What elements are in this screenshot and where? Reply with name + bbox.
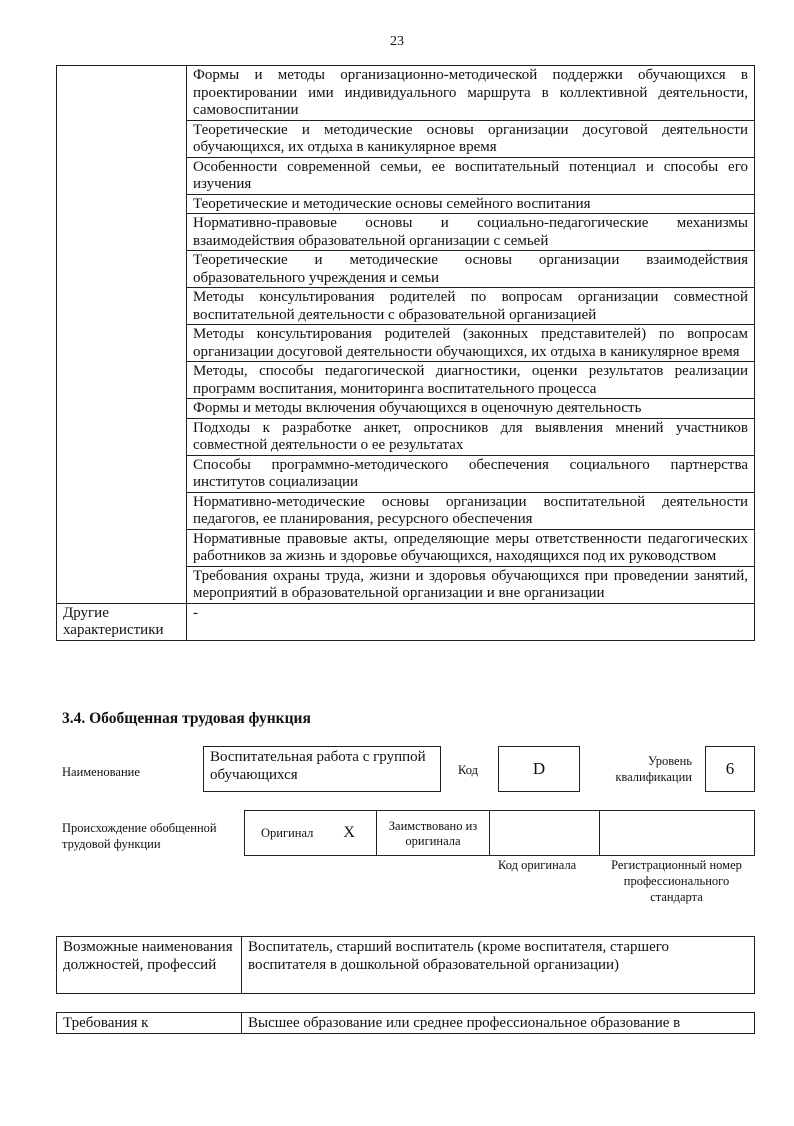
requirements-row bbox=[57, 1013, 755, 1034]
requirements-value: Высшее образование или среднее профессиональное образование в bbox=[242, 1013, 755, 1034]
positions-row bbox=[57, 937, 755, 994]
knowledge-item: Нормативно-методические основы организации воспитательной деятельности педагогов, ее планирования, ресурсного обеспечения bbox=[187, 492, 755, 529]
knowledge-item: Формы и методы включения обучающихся в оценочную деятельность bbox=[187, 399, 755, 419]
name-label: Наименование bbox=[62, 765, 140, 779]
knowledge-table bbox=[56, 65, 755, 641]
knowledge-item: Особенности современной семьи, ее воспитательный потенциал и способы его изучения bbox=[187, 157, 755, 194]
code-value: D bbox=[498, 746, 580, 792]
knowledge-label-cell bbox=[57, 66, 187, 604]
requirements-table bbox=[56, 1012, 755, 1034]
original-code-cell bbox=[490, 811, 600, 855]
knowledge-item: Методы консультирования родителей (законных представителей) по вопросам организации досуговой деятельности обучающихся, их отдыха в каникулярное время bbox=[187, 325, 755, 362]
positions-value: Воспитатель, старший воспитатель (кроме воспитателя, старшего воспитателя в дошкольной образовательной организации) bbox=[242, 937, 755, 994]
knowledge-item: Требования охраны труда, жизни и здоровья обучающихся при проведении занятий, мероприятий в образовательной организации и вне организации bbox=[187, 566, 755, 603]
original-label: Оригинал bbox=[261, 825, 314, 840]
knowledge-item: Способы программно-методического обеспечения социального партнерства институтов социализации bbox=[187, 455, 755, 492]
other-characteristics-label: Другие характеристики bbox=[57, 603, 187, 640]
knowledge-item: Формы и методы организационно-методической поддержки обучающихся в проектировании ими индивидуального маршрута в коллективной деятельности, самовоспитании bbox=[187, 66, 755, 121]
knowledge-item: Подходы к разработке анкет, опросников для выявления мнений участников совместной деятельности о ее результатах bbox=[187, 418, 755, 455]
original-cell bbox=[245, 811, 377, 855]
knowledge-item: Теоретические и методические основы семейного воспитания bbox=[187, 194, 755, 214]
knowledge-table-body bbox=[57, 66, 755, 604]
registration-number-cell bbox=[600, 811, 754, 855]
knowledge-row bbox=[57, 66, 755, 121]
knowledge-item: Теоретические и методические основы организации досуговой деятельности обучающихся, их отдыха в каникулярное время bbox=[187, 120, 755, 157]
knowledge-item: Методы, способы педагогической диагностики, оценки результатов реализации программ воспитания, мониторинга воспитательного процесса bbox=[187, 362, 755, 399]
knowledge-item: Методы консультирования родителей по вопросам организации совместной воспитательной деятельности с образовательной организацией bbox=[187, 288, 755, 325]
knowledge-item: Нормативно-правовые основы и социально-педагогические механизмы взаимодействия образовательной организации с семьей bbox=[187, 214, 755, 251]
page-number: 23 bbox=[390, 34, 404, 49]
requirements-label: Требования к bbox=[57, 1013, 242, 1034]
other-characteristics-row bbox=[57, 603, 755, 640]
qualification-level-label: Уровень квалификации bbox=[615, 754, 692, 784]
other-characteristics-value: - bbox=[187, 603, 755, 640]
function-name-value: Воспитательная работа с группой обучающихся bbox=[203, 746, 441, 792]
registration-number-label: Регистрационный номер профессионального стандарта bbox=[611, 858, 742, 904]
qualification-level-value: 6 bbox=[705, 746, 755, 792]
positions-label: Возможные наименования должностей, профессий bbox=[57, 937, 242, 994]
knowledge-item: Нормативные правовые акты, определяющие меры ответственности педагогических работников за жизнь и здоровье обучающихся, находящихся под их руководством bbox=[187, 529, 755, 566]
positions-table bbox=[56, 936, 755, 994]
origin-row bbox=[244, 810, 755, 856]
code-label: Код bbox=[458, 763, 478, 777]
borrowed-label: Заимствовано из оригинала bbox=[377, 811, 490, 855]
section-heading: 3.4. Обобщенная трудовая функция bbox=[62, 710, 311, 727]
original-mark: X bbox=[343, 824, 355, 841]
origin-label: Происхождение обобщенной трудовой функции bbox=[62, 821, 217, 851]
knowledge-item: Теоретические и методические основы организации взаимодействия образовательного учреждения и семьи bbox=[187, 251, 755, 288]
original-code-label: Код оригинала bbox=[498, 858, 577, 872]
